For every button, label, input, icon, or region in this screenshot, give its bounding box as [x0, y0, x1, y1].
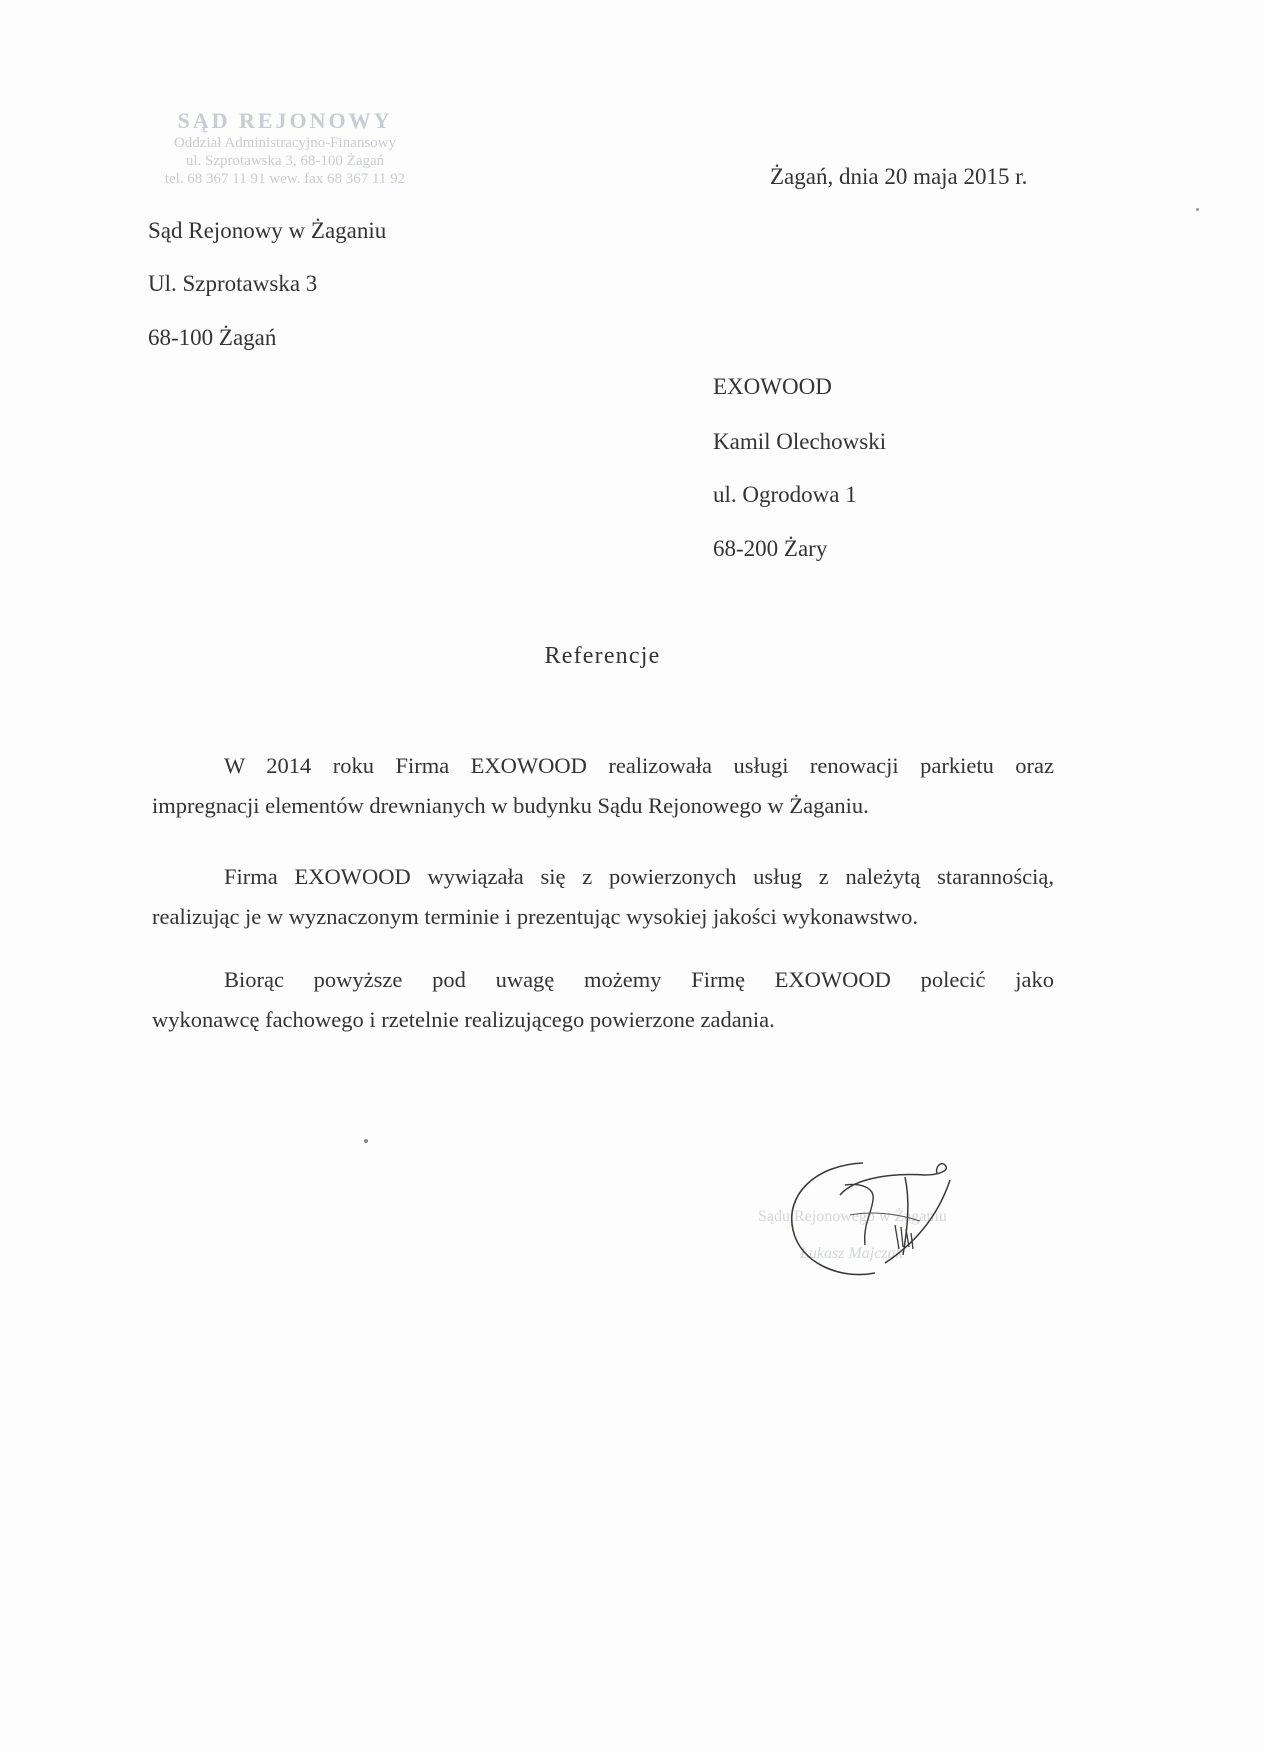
recipient-city: 68-200 Żary	[713, 536, 828, 561]
paragraph-2	[152, 857, 1054, 937]
sender-name: Sąd Rejonowy w Żaganiu	[148, 218, 387, 243]
recipient-name: EXOWOOD	[713, 374, 832, 399]
paragraph-1-line-1: W 2014 roku Firma EXOWOOD realizowała usługi renowacji parkietu oraz	[224, 753, 1054, 778]
recipient-person: Kamil Olechowski	[713, 429, 887, 454]
paragraph-3-line-2: wykonawcę fachowego i rzetelnie realizującego powierzone zadania.	[152, 1007, 775, 1032]
sender-city: 68-100 Żagań	[148, 325, 277, 350]
stamp-line-3: tel. 68 367 11 91 wew. fax 68 367 11 92	[164, 171, 406, 187]
court-header-stamp	[140, 108, 430, 188]
paragraph-3	[152, 960, 1054, 1040]
handwritten-signature	[745, 1155, 1025, 1285]
paragraph-1	[152, 746, 1054, 826]
sender-street: Ul. Szprotawska 3	[148, 271, 318, 296]
letter-date: Żagań, dnia 20 maja 2015 r.	[770, 164, 1028, 189]
recipient-street: ul. Ogrodowa 1	[713, 482, 857, 507]
letter-title: Referencje	[544, 643, 661, 669]
speck	[1196, 208, 1199, 211]
signature-stamp-line-2: Łukasz Majczak	[800, 1245, 903, 1262]
stamp-title: SĄD REJONOWY	[177, 108, 393, 133]
stamp-line-1: Oddział Administracyjno-Finansowy	[173, 135, 397, 151]
paragraph-3-line-1: Biorąc powyższe pod uwagę możemy Firmę EXOWOOD polecić jako	[224, 967, 1054, 992]
stamp-line-2: ul. Szprotawska 3, 68-100 Żagań	[185, 153, 385, 169]
paragraph-1-line-2: impregnacji elementów drewnianych w budynku Sądu Rejonowego w Żaganiu.	[152, 793, 869, 818]
signature-stamp-line-1: Sądu Rejonowego w Żaganiu	[758, 1208, 947, 1225]
speck	[364, 1139, 368, 1143]
paragraph-2-line-1: Firma EXOWOOD wywiązała się z powierzonych usług z należytą starannością,	[224, 864, 1054, 889]
paragraph-2-line-2: realizując je w wyznaczonym terminie i prezentując wysokiej jakości wykonawstwo.	[152, 904, 918, 929]
